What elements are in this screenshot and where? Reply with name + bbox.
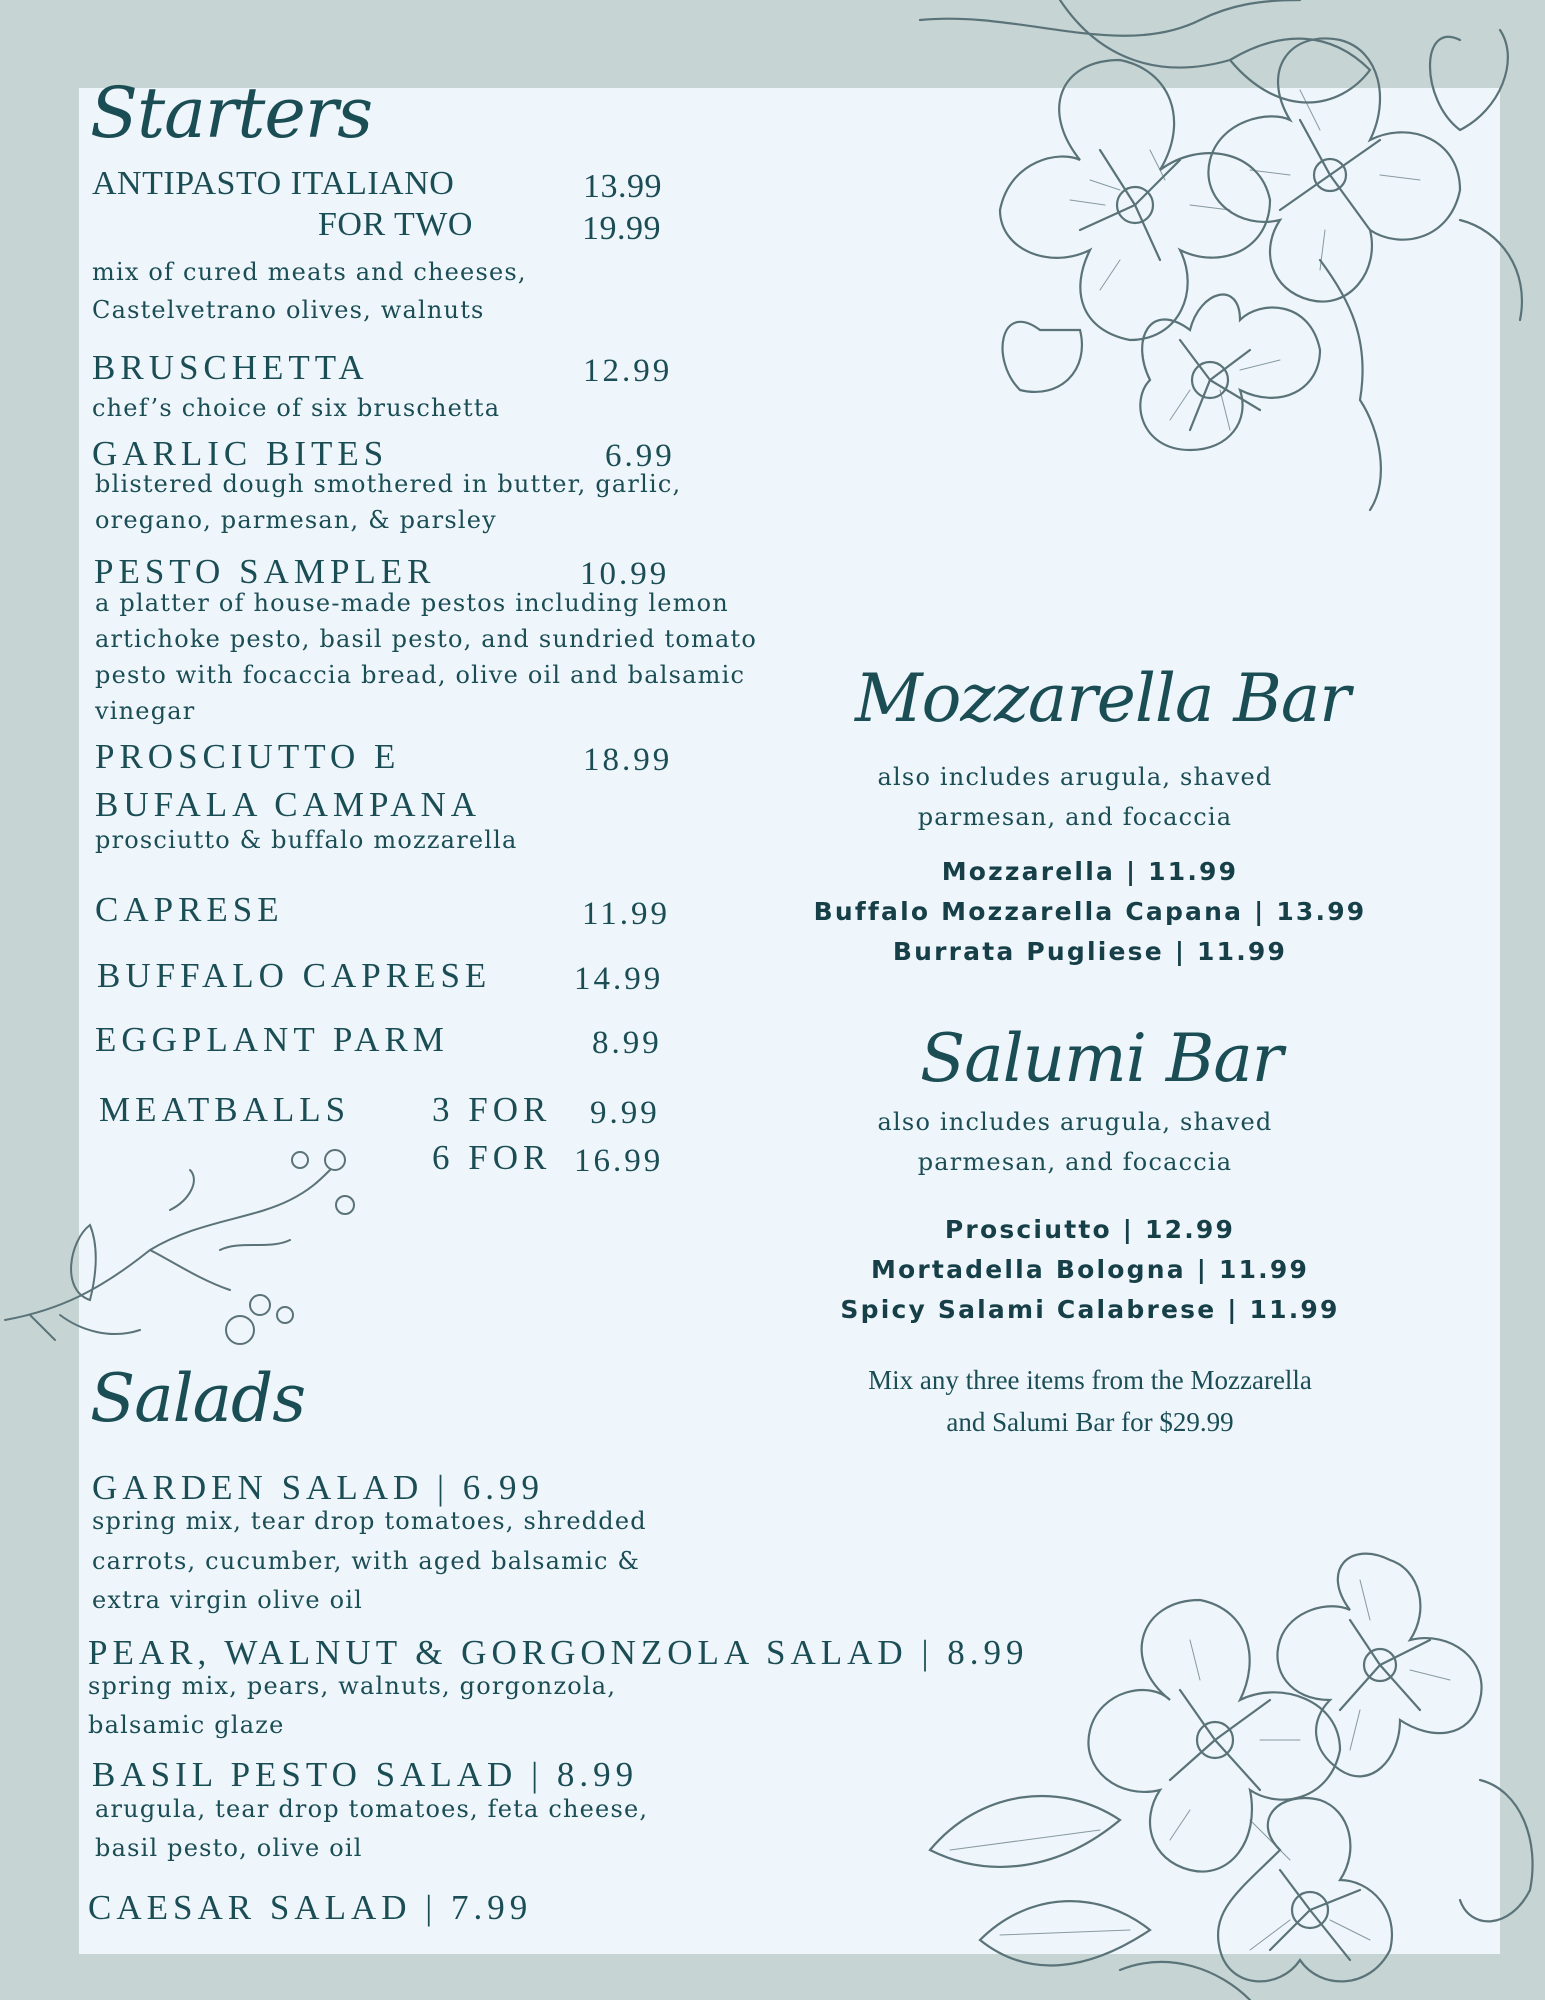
antipasto-name: ANTIPASTO ITALIANO: [92, 165, 455, 202]
caprese-price: 11.99: [582, 896, 671, 932]
mozzarella-bar-item-3: Burrata Pugliese | 11.99: [892, 937, 1288, 966]
basil-salad-desc-2: basil pesto, olive oil: [95, 1834, 363, 1862]
bruschetta-desc: chef’s choice of six bruschetta: [92, 394, 501, 422]
starters-title: Starters: [90, 72, 373, 154]
eggplant-parm-price: 8.99: [592, 1025, 662, 1061]
antipasto-for-two: FOR TWO: [318, 206, 473, 243]
garlic-bites-name: GARLIC BITES: [92, 434, 389, 473]
garden-salad-desc-2: carrots, cucumber, with aged balsamic &: [92, 1547, 641, 1575]
pesto-sampler-desc-2: artichoke pesto, basil pesto, and sundried tomato: [95, 625, 758, 653]
garden-salad-desc-3: extra virgin olive oil: [92, 1586, 364, 1614]
garden-salad-desc-1: spring mix, tear drop tomatoes, shredded: [92, 1507, 647, 1535]
pesto-sampler-desc-1: a platter of house-made pestos including lemon: [95, 589, 729, 617]
eggplant-parm-name: EGGPLANT PARM: [95, 1020, 449, 1059]
meatballs-option-3: 3 FOR: [432, 1090, 552, 1129]
mozzarella-bar-item-1: Mozzarella | 11.99: [941, 857, 1239, 886]
meatballs-option-6: 6 FOR: [432, 1138, 552, 1177]
pear-salad-desc-1: spring mix, pears, walnuts, gorgonzola,: [88, 1672, 617, 1700]
pesto-sampler-desc-3: pesto with focaccia bread, olive oil and balsamic: [95, 661, 746, 689]
antipasto-for-two-price: 19.99: [582, 210, 661, 247]
pesto-sampler-price: 10.99: [580, 556, 670, 592]
pear-salad-heading: PEAR, WALNUT & GORGONZOLA SALAD | 8.99: [88, 1633, 1029, 1672]
garlic-bites-desc-2: oregano, parmesan, & parsley: [95, 506, 497, 534]
mozzarella-bar-subtitle-2: parmesan, and focaccia: [917, 803, 1233, 831]
salads-title: Salads: [90, 1360, 306, 1437]
garden-salad-heading: GARDEN SALAD | 6.99: [92, 1468, 545, 1507]
mozzarella-bar-title: Mozzarella Bar: [855, 660, 1350, 737]
meatballs-price-6: 16.99: [574, 1143, 664, 1179]
combo-note-1: Mix any three items from the Mozzarella: [868, 1365, 1312, 1395]
flower-sprig-left-icon: [0, 1140, 370, 1370]
prosciutto-name-2: BUFALA CAMPANA: [95, 785, 482, 824]
basil-salad-desc-1: arugula, tear drop tomatoes, feta cheese,: [95, 1795, 649, 1823]
garlic-bites-desc-1: blistered dough smothered in butter, garlic,: [95, 470, 682, 498]
meatballs-price-3: 9.99: [590, 1095, 660, 1131]
meatballs-name: MEATBALLS: [99, 1090, 351, 1129]
prosciutto-price: 18.99: [583, 742, 673, 778]
buffalo-caprese-price: 14.99: [574, 961, 664, 997]
bruschetta-price: 12.99: [583, 353, 673, 389]
flower-cluster-bottom-right-icon: [920, 1550, 1545, 2000]
pesto-sampler-name: PESTO SAMPLER: [94, 552, 436, 591]
salumi-bar-subtitle-1: also includes arugula, shaved: [877, 1108, 1273, 1136]
mozzarella-bar-subtitle-1: also includes arugula, shaved: [877, 763, 1273, 791]
salumi-bar-subtitle-2: parmesan, and focaccia: [917, 1148, 1233, 1176]
antipasto-price: 13.99: [583, 168, 662, 205]
bruschetta-name: BRUSCHETTA: [92, 348, 369, 387]
combo-note-2: and Salumi Bar for $29.99: [946, 1407, 1234, 1437]
salumi-bar-item-2: Mortadella Bologna | 11.99: [870, 1255, 1310, 1284]
garlic-bites-price: 6.99: [605, 438, 675, 474]
prosciutto-name-1: PROSCIUTTO E: [95, 737, 401, 776]
caesar-salad-heading: CAESAR SALAD | 7.99: [88, 1888, 533, 1927]
flower-cluster-top-right-icon: [900, 0, 1545, 540]
salumi-bar-item-1: Prosciutto | 12.99: [944, 1215, 1236, 1244]
pear-salad-desc-2: balsamic glaze: [88, 1711, 285, 1739]
salumi-bar-item-3: Spicy Salami Calabrese | 11.99: [840, 1295, 1340, 1324]
caprese-name: CAPRESE: [95, 890, 284, 929]
prosciutto-desc: prosciutto & buffalo mozzarella: [95, 826, 518, 854]
salumi-bar-title: Salumi Bar: [920, 1020, 1283, 1097]
basil-salad-heading: BASIL PESTO SALAD | 8.99: [92, 1755, 639, 1794]
mozzarella-bar-item-2: Buffalo Mozzarella Capana | 13.99: [813, 897, 1367, 926]
antipasto-desc-2: Castelvetrano olives, walnuts: [92, 296, 485, 324]
pesto-sampler-desc-4: vinegar: [95, 697, 196, 725]
buffalo-caprese-name: BUFFALO CAPRESE: [97, 956, 492, 995]
antipasto-desc-1: mix of cured meats and cheeses,: [92, 258, 527, 286]
